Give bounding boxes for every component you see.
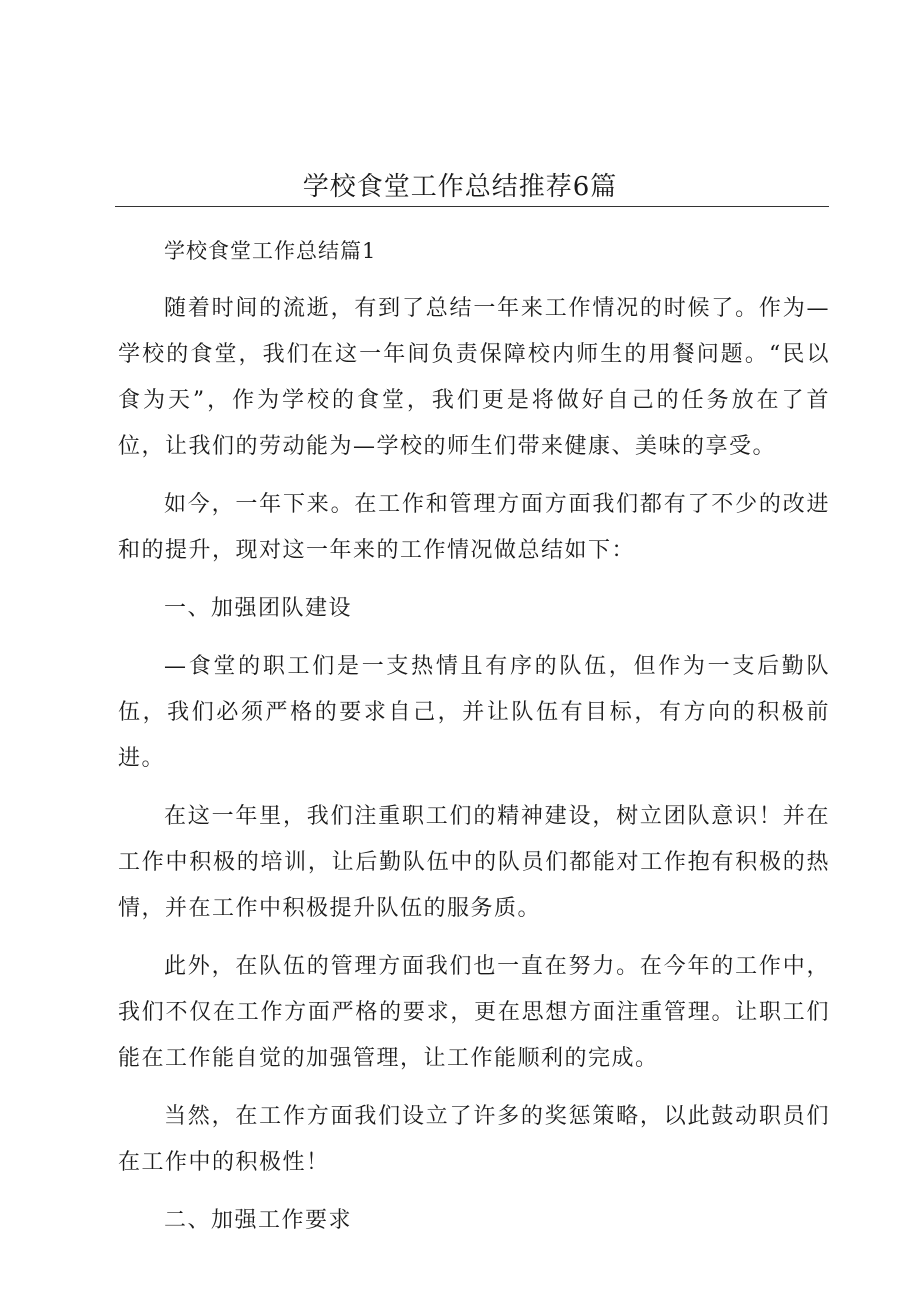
paragraph: 此外，在队伍的管理方面我们也一直在努力。在今年的工作中，我们不仅在工作方面严格的要求，更在思想方面注重管理。让职工们能在工作能自觉的加强管理，让工作能顺利的完成。	[118, 954, 830, 1071]
document-body	[118, 228, 830, 1256]
paragraph: 在这一年里，我们注重职工们的精神建设，树立团队意识！并在工作中积极的培训，让后勤队伍中的队员们都能对工作抱有积极的热情，并在工作中积极提升队伍的服务质。	[118, 804, 830, 921]
paragraph: 当然，在工作方面我们设立了许多的奖惩策略，以此鼓动职员们在工作中的积极性！	[118, 1104, 830, 1175]
paragraph: 随着时间的流逝，有到了总结一年来工作情况的时候了。作为—学校的食堂，我们在这一年间负责保障校内师生的用餐问题。“民以食为天”，作为学校的食堂，我们更是将做好自己的任务放在了首位，让我们的劳动能为—学校的师生们带来健康、美味的享受。	[118, 296, 830, 459]
paragraph: —食堂的职工们是一支热情且有序的队伍，但作为一支后勤队伍，我们必须严格的要求自己，并让队伍有目标，有方向的积极前进。	[118, 654, 830, 771]
title-divider	[115, 206, 829, 207]
section-heading: 二、加强工作要求	[164, 1208, 353, 1233]
section-heading: 一、加强团队建设	[164, 596, 353, 621]
paragraph: 如今，一年下来。在工作和管理方面方面我们都有了不少的改进和的提升，现对这一年来的工作情况做总结如下：	[118, 492, 830, 563]
section-subtitle: 学校食堂工作总结篇1	[164, 239, 377, 263]
document-title: 学校食堂工作总结推荐6篇	[302, 172, 618, 202]
